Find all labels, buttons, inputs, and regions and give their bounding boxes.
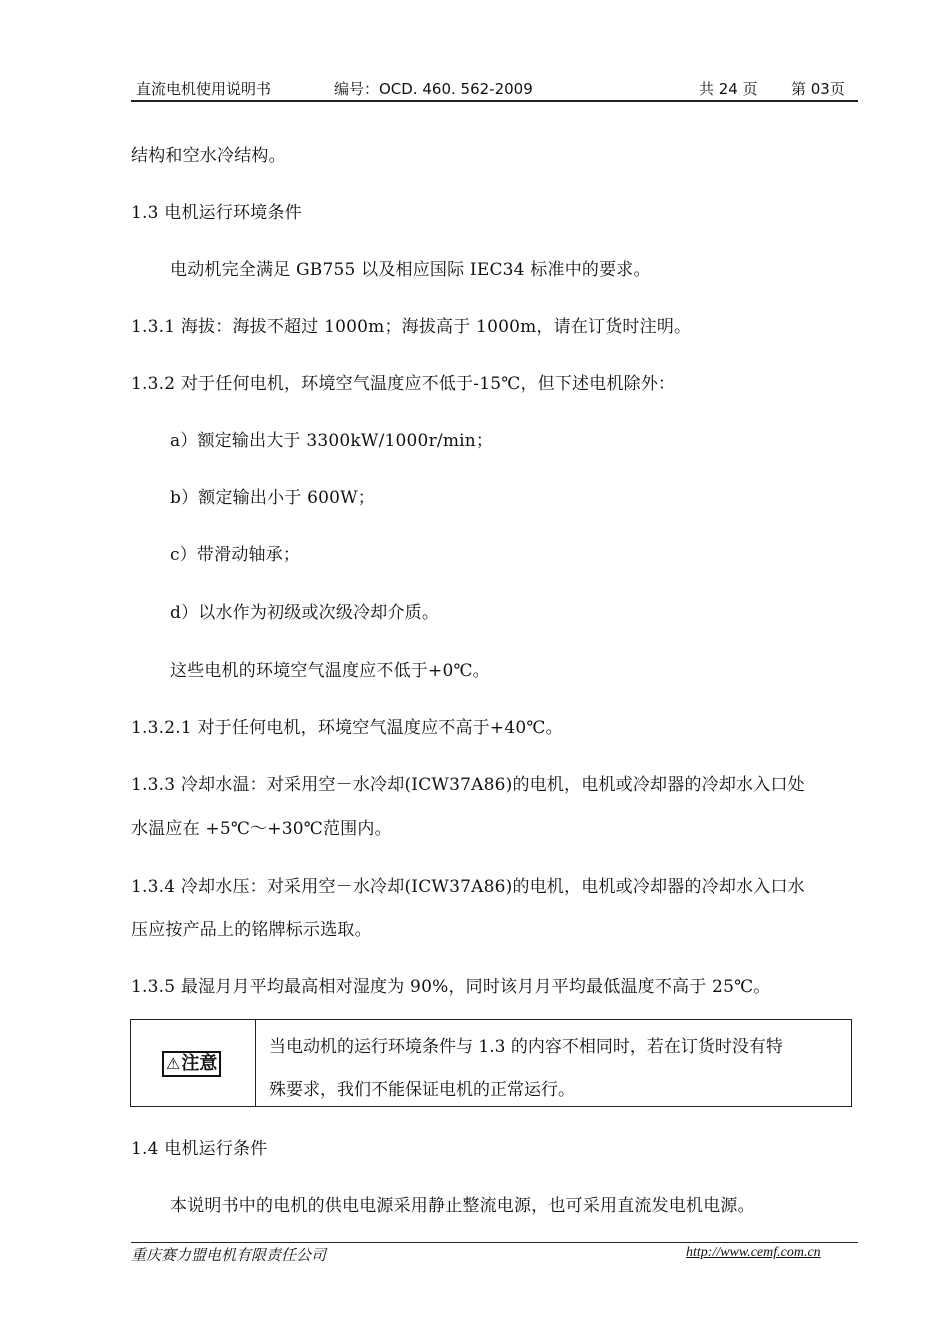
clause-1-3-2-1: 1.3.2.1 对于任何电机，环境空气温度应不高于+40℃。 [131,718,563,738]
notice-badge [162,1051,221,1077]
warning-triangle-icon: ⚠ [166,1054,181,1073]
clause-1-3-4-cont: 压应按产品上的铭牌标示选取。 [131,920,372,940]
clause-1-3-5: 1.3.5 最湿月月平均最高相对湿度为 90%，同时该月月平均最低温度不高于 25℃。 [131,977,771,997]
notice-text-line1: 当电动机的运行环境条件与 1.3 的内容不相同时，若在订货时没有特 [269,1037,783,1057]
section-heading-1-3: 1.3 电机运行环境条件 [131,203,302,223]
paragraph-line: 电动机完全满足 GB755 以及相应国际 IEC34 标准中的要求。 [170,260,651,280]
notice-table [130,1019,852,1107]
document-title: 直流电机使用说明书 [136,80,272,98]
notice-text-line2: 殊要求，我们不能保证电机的正常运行。 [269,1080,575,1100]
footer-divider [131,1242,858,1243]
section-heading-1-4: 1.4 电机运行条件 [131,1139,268,1159]
list-item-b: b）额定输出小于 600W； [170,488,376,508]
list-item-d: d）以水作为初级或次级冷却介质。 [170,603,440,623]
list-item-a: a）额定输出大于 3300kW/1000r/min； [170,431,494,451]
page-number: 第 03页 [791,80,845,98]
notice-label-cell [131,1020,256,1106]
footer-company: 重庆赛力盟电机有限责任公司 [131,1246,327,1264]
paragraph-line: 结构和空水冷结构。 [131,146,286,166]
clause-1-3-3: 1.3.3 冷却水温：对采用空－水冷却(ICW37A86)的电机，电机或冷却器的冷却水入口处 [131,775,805,795]
paragraph-line: 本说明书中的电机的供电电源采用静止整流电源，也可采用直流发电机电源。 [170,1196,755,1216]
page-header [131,78,858,102]
list-item-c: c）带滑动轴承； [170,545,301,565]
clause-1-3-3-cont: 水温应在 +5℃～+30℃范围内。 [131,819,392,839]
paragraph-line: 这些电机的环境空气温度应不低于+0℃。 [170,661,490,681]
clause-1-3-4: 1.3.4 冷却水压：对采用空－水冷却(ICW37A86)的电机，电机或冷却器的冷却水入口水 [131,877,805,897]
document-code: 编号：OCD. 460. 562-2009 [334,80,533,98]
total-pages: 共 24 页 [699,80,758,98]
clause-1-3-1: 1.3.1 海拔：海拔不超过 1000m；海拔高于 1000m，请在订货时注明。 [131,317,692,337]
footer-url-link[interactable]: http://www.cemf.com.cn [686,1245,821,1260]
clause-1-3-2: 1.3.2 对于任何电机，环境空气温度应不低于-15℃，但下述电机除外： [131,374,676,394]
notice-label: 注意 [181,1053,218,1074]
